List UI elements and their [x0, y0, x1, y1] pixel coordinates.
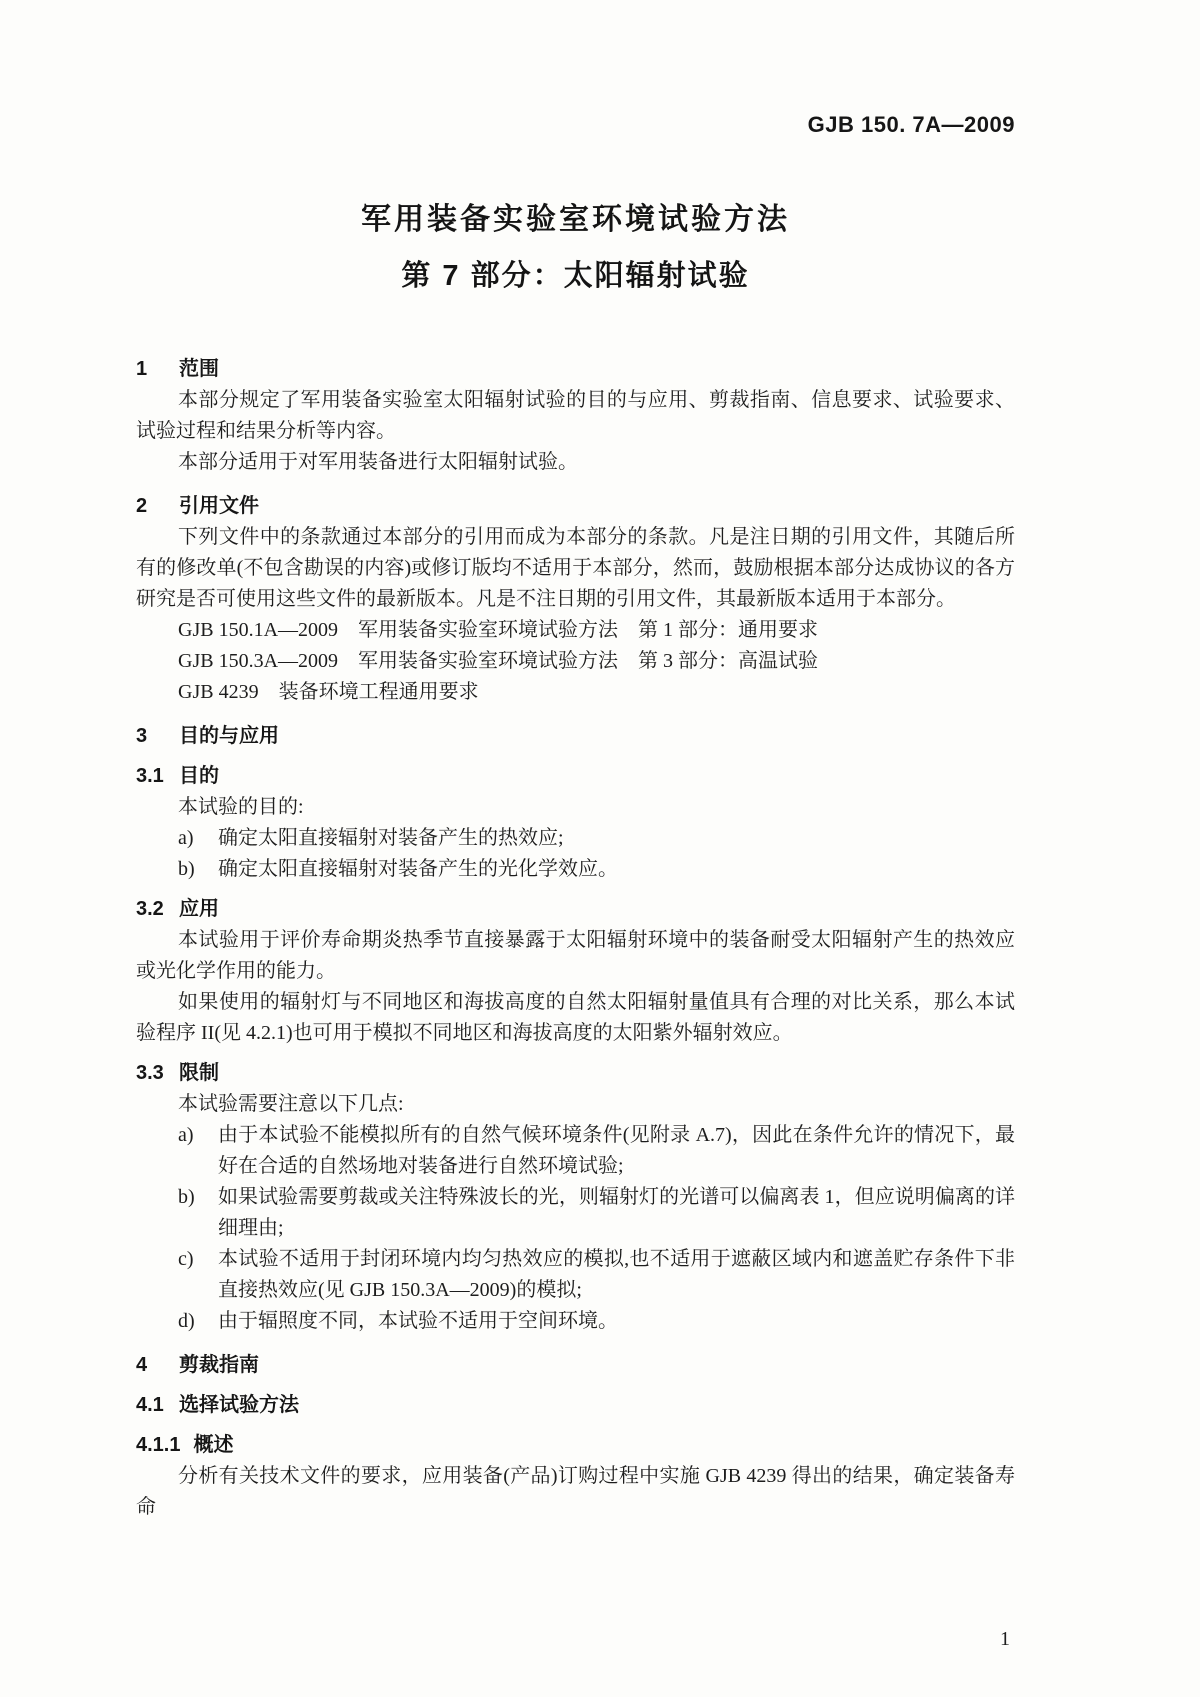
list-item-label: a)	[178, 1124, 194, 1146]
page-number: 1	[1000, 1628, 1010, 1650]
section-heading-purpose	[136, 761, 1015, 792]
section-number: 2	[136, 495, 148, 517]
application-paragraph: 本试验用于评价寿命期炎热季节直接暴露于太阳辐射环境中的装备耐受太阳辐射产生的热效应或光化学作用的能力。	[136, 929, 1015, 982]
document-body	[136, 354, 1015, 1523]
list-item	[178, 823, 1015, 854]
section-heading-scope	[136, 354, 1015, 385]
section-heading-overview	[136, 1430, 1015, 1461]
list-item-label: c)	[178, 1248, 194, 1270]
section-title: 目的与应用	[179, 725, 279, 747]
section-title: 应用	[179, 898, 219, 920]
section-title: 剪裁指南	[179, 1354, 259, 1376]
list-item-label: b)	[178, 1186, 195, 1208]
doc-number: GJB 150. 7A—2009	[807, 112, 1015, 137]
scope-paragraph: 本部分规定了军用装备实验室太阳辐射试验的目的与应用、剪裁指南、信息要求、试验要求、试验过程和结果分析等内容。	[136, 389, 1015, 442]
section-title: 限制	[179, 1062, 219, 1084]
list-item-text: 由于本试验不能模拟所有的自然气候环境条件(见附录 A.7)，因此在条件允许的情况下，最好在合适的自然场地对装备进行自然环境试验;	[218, 1124, 1015, 1177]
section-number: 4.1	[136, 1394, 164, 1416]
document-title: 军用装备实验室环境试验方法	[361, 203, 790, 236]
section-number: 3.2	[136, 898, 164, 920]
section-heading-tailoring	[136, 1350, 1015, 1381]
list-item-label: b)	[178, 858, 195, 880]
reference-entry: GJB 150.1A—2009 军用装备实验室环境试验方法 第 1 部分：通用要求	[178, 619, 819, 641]
list-item-text: 本试验不适用于封闭环境内均匀热效应的模拟,也不适用于遮蔽区域内和遮盖贮存条件下非直接热效应(见 GJB 150.3A—2009)的模拟;	[218, 1248, 1015, 1301]
section-title: 概述	[193, 1434, 234, 1456]
section-purpose-application	[136, 721, 1015, 1337]
section-number: 4.1.1	[136, 1434, 181, 1456]
doc-header	[136, 112, 1015, 138]
list-item	[178, 1306, 1015, 1337]
section-title: 目的	[179, 765, 219, 787]
section-heading-references	[136, 491, 1015, 522]
list-item-text: 确定太阳直接辐射对装备产生的光化学效应。	[218, 858, 618, 880]
section-tailoring-guide	[136, 1350, 1015, 1523]
section-title: 引用文件	[179, 495, 259, 517]
overview-paragraph: 分析有关技术文件的要求，应用装备(产品)订购过程中实施 GJB 4239 得出的结果，确定装备寿命	[136, 1465, 1015, 1518]
section-title: 范围	[179, 358, 219, 380]
list-item-text: 由于辐照度不同，本试验不适用于空间环境。	[218, 1310, 618, 1332]
section-scope	[136, 354, 1015, 478]
section-heading-select-method	[136, 1390, 1015, 1421]
list-item	[178, 854, 1015, 885]
reference-entry: GJB 150.3A—2009 军用装备实验室环境试验方法 第 3 部分：高温试验	[178, 650, 819, 672]
list-item-text: 确定太阳直接辐射对装备产生的热效应;	[218, 827, 564, 849]
section-references	[136, 491, 1015, 708]
section-heading-application	[136, 894, 1015, 925]
list-item	[178, 1182, 1015, 1244]
section-number: 1	[136, 358, 148, 380]
references-paragraph: 下列文件中的条款通过本部分的引用而成为本部分的条款。凡是注日期的引用文件，其随后所有的修改单(不包含勘误的内容)或修订版均不适用于本部分，然而，鼓励根据本部分达成协议的各方研究是否可使用这些文件的最新版本。凡是不注日期的引用文件，其最新版本适用于本部分。	[136, 526, 1015, 610]
section-number: 3.3	[136, 1062, 164, 1084]
section-heading-purpose-application	[136, 721, 1015, 752]
list-item-label: a)	[178, 827, 194, 849]
list-item-text: 如果试验需要剪裁或关注特殊波长的光，则辐射灯的光谱可以偏离表 1，但应说明偏离的详细理由;	[218, 1186, 1015, 1239]
list-item	[178, 1120, 1015, 1182]
purpose-intro: 本试验的目的:	[178, 796, 304, 818]
reference-entry: GJB 4239 装备环境工程通用要求	[178, 681, 479, 703]
application-paragraph: 如果使用的辐射灯与不同地区和海拔高度的自然太阳辐射量值具有合理的对比关系，那么本试验程序 II(见 4.2.1)也可用于模拟不同地区和海拔高度的太阳紫外辐射效应。	[136, 991, 1015, 1044]
limitations-intro: 本试验需要注意以下几点:	[178, 1093, 404, 1115]
list-item	[178, 1244, 1015, 1306]
section-number: 3	[136, 725, 148, 747]
section-heading-limitations	[136, 1058, 1015, 1089]
scope-paragraph: 本部分适用于对军用装备进行太阳辐射试验。	[178, 451, 578, 473]
document-subtitle: 第 7 部分：太阳辐射试验	[401, 260, 750, 292]
section-number: 3.1	[136, 765, 164, 787]
section-title: 选择试验方法	[179, 1394, 299, 1416]
list-item-label: d)	[178, 1310, 195, 1332]
section-number: 4	[136, 1354, 148, 1376]
title-block	[136, 194, 1015, 294]
